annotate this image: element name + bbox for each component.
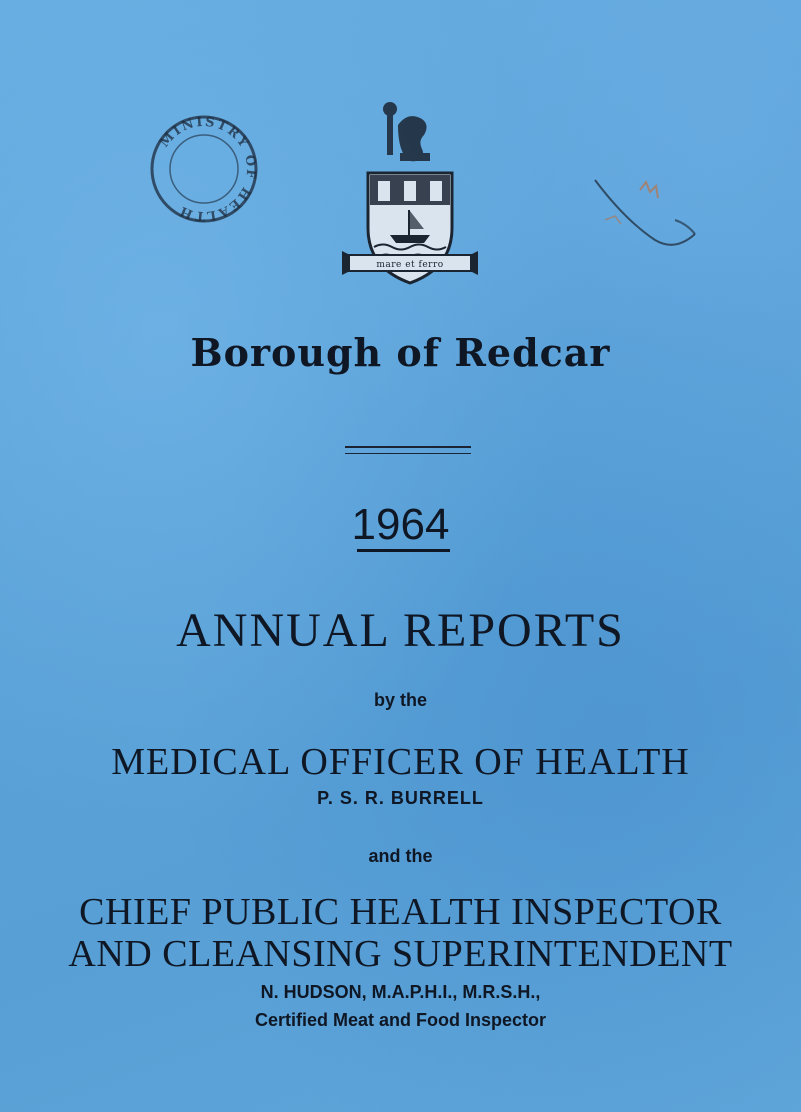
title-divider [345,446,471,454]
crest-motto: mare et ferro [376,260,444,270]
svg-text:MINISTRY OF HEALTH: MINISTRY OF HEALTH [157,114,259,224]
ministry-of-health-stamp-icon [147,112,262,227]
report-year: 1964 [351,500,450,549]
by-the-text: by the [373,690,427,710]
year-underline [357,549,450,552]
inspector-title-line1: CHIEF PUBLIC HEALTH INSPECTOR [79,891,722,933]
and-the-text: and the [368,846,433,866]
annual-reports-heading: ANNUAL REPORTS [176,604,625,657]
handwritten-mark-icon [585,160,705,270]
medical-officer-title: MEDICAL OFFICER OF HEALTH [111,741,690,783]
inspector-qualification: Certified Meat and Food Inspector [254,1010,547,1030]
inspector-title-line2: AND CLEANSING SUPERINTENDENT [68,933,733,975]
inspector-name: N. HUDSON, M.A.P.H.I., M.R.S.H., [260,982,541,1002]
borough-title: Borough of Redcar [190,330,611,375]
medical-officer-name: P. S. R. BURRELL [317,788,484,808]
